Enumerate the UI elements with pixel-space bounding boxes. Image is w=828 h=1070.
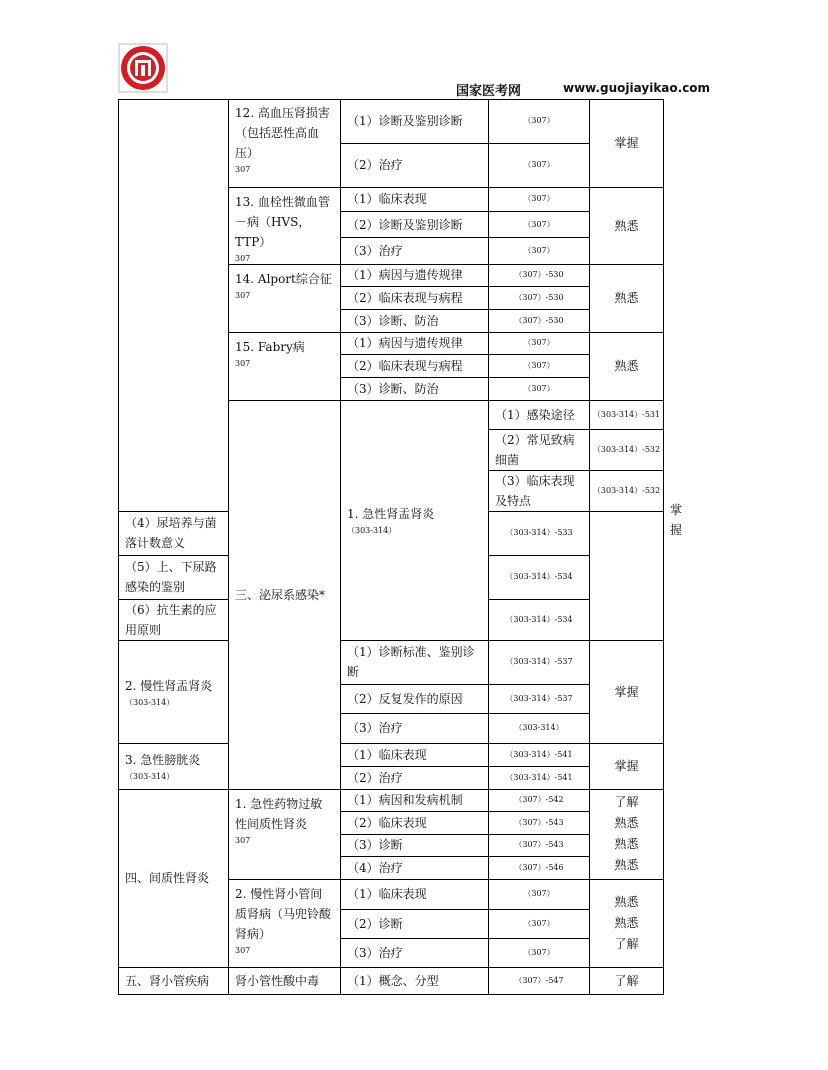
unit-cell: （1）临床表现	[341, 743, 489, 766]
ref-cell: （307）-543	[489, 834, 590, 856]
ref-cell: （303-314）-534	[489, 599, 590, 640]
unit-cell: （1）诊断标准、鉴别诊断	[341, 640, 489, 684]
requirement-cell: 熟悉	[590, 332, 664, 400]
ref-cell: （307）	[489, 332, 590, 354]
requirement-cell: 熟悉	[590, 187, 664, 264]
ref-cell: （307）	[489, 909, 590, 938]
ref-cell: （303-314）-533	[489, 511, 590, 555]
ref-cell: （307）	[489, 354, 590, 377]
unit-cell: （1）病因与遗传规律	[341, 264, 489, 286]
item-cell: 3. 急性膀胱炎 （303-314）	[119, 743, 229, 789]
requirement-cell: 掌握	[590, 99, 664, 187]
unit-cell: （2）常见致病细菌	[489, 429, 590, 470]
unit-cell: （3）治疗	[341, 713, 489, 743]
ref-cell: （303-314）-541	[489, 743, 590, 766]
ref-cell: （303-314）-531	[590, 400, 664, 429]
item-cell: 14. Alport综合征 307	[229, 264, 341, 332]
ref-cell: （307）	[489, 212, 590, 238]
section-cell: 五、肾小管疾病	[119, 967, 229, 994]
unit-cell: （1）临床表现	[341, 879, 489, 909]
unit-cell: （2）临床表现与病程	[341, 354, 489, 377]
unit-cell: （2）临床表现	[341, 811, 489, 834]
requirement-cell: 熟悉	[590, 264, 664, 332]
ref-cell: （307）-530	[489, 264, 590, 286]
item-cell: 2. 慢性肾盂肾炎 （303-314）	[119, 640, 229, 743]
unit-cell: （2）治疗	[341, 143, 489, 187]
unit-cell: （2）治疗	[341, 766, 489, 789]
item-cell: 1. 急性肾盂肾炎 （303-314）	[341, 400, 489, 640]
table-row	[119, 99, 664, 143]
unit-cell: （1）诊断及鉴别诊断	[341, 99, 489, 143]
unit-cell: （3）临床表现及特点	[489, 470, 590, 511]
table-row	[119, 743, 664, 766]
item-cell: 12. 高血压肾损害（包括恶性高血压） 307	[229, 99, 341, 187]
ref-cell: （307）	[489, 238, 590, 264]
item-cell: 2. 慢性肾小管间质肾病（马兜铃酸肾病） 307	[229, 879, 341, 967]
ref-cell: （307）	[489, 143, 590, 187]
syllabus-table	[118, 99, 683, 995]
unit-cell: （3）诊断	[341, 834, 489, 856]
site-url[interactable]: www.guojiayikao.com	[563, 81, 711, 95]
unit-cell: （3）治疗	[341, 238, 489, 264]
unit-cell: （4）治疗	[341, 856, 489, 879]
unit-cell: （2）诊断及鉴别诊断	[341, 212, 489, 238]
table-row	[119, 789, 664, 811]
site-name: 国家医考网	[456, 84, 522, 99]
ref-cell: （307）	[489, 187, 590, 212]
ref-cell: （303-314）-537	[489, 640, 590, 684]
section-cell-blank	[119, 99, 229, 511]
unit-cell: （3）诊断、防治	[341, 377, 489, 400]
ref-cell: （307）	[489, 377, 590, 400]
section-cell: 三、泌尿系感染*	[229, 400, 341, 789]
ref-cell: （303-314）-537	[489, 684, 590, 713]
unit-cell: （6）抗生素的应用原则	[119, 599, 229, 640]
requirement-cell: 熟悉 熟悉 了解	[590, 879, 664, 967]
unit-cell: （3）治疗	[341, 938, 489, 967]
ref-cell: （307）-547	[489, 967, 590, 994]
ref-cell: （303-314）-541	[489, 766, 590, 789]
ref-cell: （307）	[489, 938, 590, 967]
unit-cell: （3）诊断、防治	[341, 309, 489, 332]
item-cell: 肾小管性酸中毒	[229, 967, 341, 994]
ref-cell: （307）-546	[489, 856, 590, 879]
ref-cell: （307）-530	[489, 309, 590, 332]
item-cell: 13. 血栓性微血管－病（HVS，TTP） 307	[229, 187, 341, 264]
ref-cell: （303-314）	[489, 713, 590, 743]
requirement-cell: 掌握	[590, 640, 664, 743]
unit-cell: （5）上、下尿路感染的鉴别	[119, 555, 229, 599]
item-cell: 1. 急性药物过敏性间质性肾炎 307	[229, 789, 341, 879]
unit-cell: （2）反复发作的原因	[341, 684, 489, 713]
logo-icon	[118, 43, 168, 93]
table-row	[119, 967, 664, 994]
unit-cell: （4）尿培养与菌落计数意义	[119, 511, 229, 555]
ref-cell: （303-314）-532	[590, 470, 664, 511]
requirement-cell: 了解	[590, 967, 664, 994]
unit-cell: （1）病因和发病机制	[341, 789, 489, 811]
ref-cell: （307）	[489, 879, 590, 909]
requirement-cell: 了解 熟悉 熟悉 熟悉	[590, 789, 664, 879]
ref-cell: （307）	[489, 99, 590, 143]
unit-cell: （2）诊断	[341, 909, 489, 938]
ref-cell: （307）-543	[489, 811, 590, 834]
unit-cell: （1）病因与遗传规律	[341, 332, 489, 354]
item-cell: 15. Fabry病 307	[229, 332, 341, 400]
section-cell: 四、间质性肾炎	[119, 789, 229, 967]
table-row: 三、泌尿系感染* 1. 急性肾盂肾炎 （303-314） （1）感染途径 （303-314）-531 掌握	[119, 400, 664, 429]
ref-cell: （307）-542	[489, 789, 590, 811]
unit-cell: （1）感染途径	[489, 400, 590, 429]
unit-cell: （1）临床表现	[341, 187, 489, 212]
requirement-cell: 掌握	[590, 743, 664, 789]
unit-cell: （1）概念、分型	[341, 967, 489, 994]
ref-cell: （303-314）-534	[489, 555, 590, 599]
table-row	[119, 640, 664, 684]
ref-cell: （303-314）-532	[590, 429, 664, 470]
unit-cell: （2）临床表现与病程	[341, 286, 489, 309]
ref-cell: （307）-530	[489, 286, 590, 309]
